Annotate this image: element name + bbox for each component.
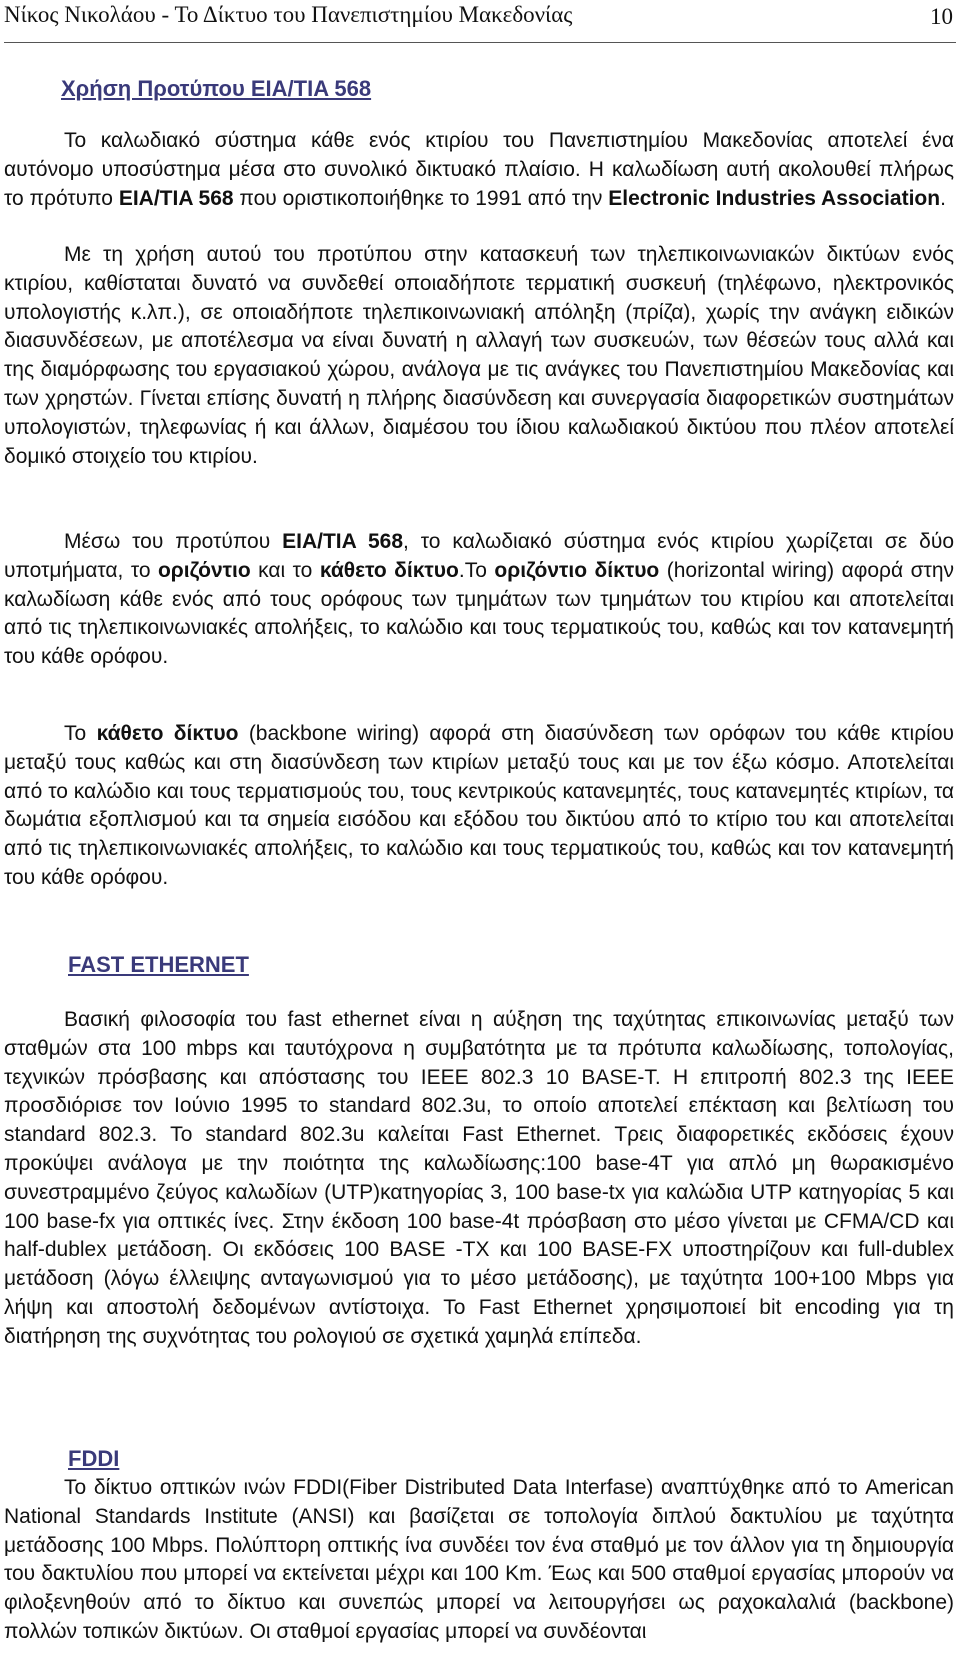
paragraph: Βασική φιλοσοφία του fast ethernet είναι η αύξηση της ταχύτητας επικοινωνίας μεταξύ των σταθμών στα 100 mbps και ταυτόχρονα η συμβατότητα με τα πρότυπα καλωδίωσης, τοπολογίας, τεχνικών πρόσβασης και απόστασης του IEEE 802.3 10 BASE-T. Η επιτροπή 802.3 της IEEE προσδιόρισε τον Ιούνιο 1995 το standard 802.3u, το οποίο αποτελεί επέκταση και βελτίωση του standard 802.3. Το standard 802.3u καλείται Fast Ethernet. Τρεις διαφορετικές εκδόσεις έχουν προκύψει ανάλογα με την ποιότητα της καλωδίωσης:100 base-4T για απλό μη θωρακισμένο συνεστραμμένο ζεύγος καλωδίων (UTP)κατηγορίας 3, 100 base-tx για καλώδια UTP κατηγορίας 5 και 100 base-fx για οπτικές ίνες. Στην έκδοση 100 base-4t πρόσβαση στο μέσο γίνεται με CFMA/CD και half-dublex μετάδοση. Οι εκδόσεις 100 BASE -TX και 100 BASE-FX υποστηρίζουν και full-dublex μετάδοση (λόγω έλλειψης ανταγωνισμού για το μέσο μετάδοσης), με ταχύτητα 100+100 Mbps για λήψη και αποστολή δεδομένων αντίστοιχα. Το Fast Ethernet χρησιμοποιεί bit encoding για τη διατήρηση της συχνότητας του ρολογιού σε σχετικά χαμηλά επίπεδα.	[4, 1008, 954, 1348]
paragraph: Το δίκτυο οπτικών ινών FDDI(Fiber Distributed Data Interfase) αναπτύχθηκε από το American National Standards Institute (ANSI) και βασίζεται σε τοπολογία διπλού δακτυλίου με ταχύτητα μετάδοσης 100 Mbps. Πολύπτορη οπτικής ίνα συνδέει τον ένα σταθμό με τον άλλον για τη δημιουργία του δακτυλίου που μπορεί να εκτείνεται μέχρι και 100 Km. Έως και 500 σταθμοί εργασίας μπορούν να φιλοξενηθούν από το δίκτυο και συνεπώς μπορεί να λειτουργήσει ως ραχοκαλαλιά (backbone) πολλών τοπικών δικτύων. Οι σταθμοί εργασίας μπορεί να συνδέονται	[4, 1476, 954, 1643]
paragraph: Το κάθετο δίκτυο (backbone wiring) αφορά στη διασύνδεση των ορόφων του κάθε κτιρίου μεταξύ τους καθώς και στη διασύνδεση των κτιρίων μεταξύ τους και με τον έξω κόσμο. Αποτελείται από το καλώδιο και τους τερματισμούς του, τους κεντρικούς κατανεμητές, τους κατανεμητές κτιρίων, τα δωμάτια εξοπλισμού και τα σημεία εισόδου και εξόδου του δικτύου από το κτίριο του και αποτελείται από τις τηλεπικοινωνιακές απολήξεις, το καλώδιο και τους τερματικούς του, καθώς και τον κατανεμητή του κάθε ορόφου.	[4, 722, 954, 889]
page-number: 10	[930, 4, 953, 29]
section-heading-eia-tia: Χρήση Προτύπου EIA/TIA 568	[61, 76, 372, 101]
paragraph: Το καλωδιακό σύστημα κάθε ενός κτιρίου του Πανεπιστημίου Μακεδονίας αποτελεί ένα αυτόνομο υποσύστημα μέσα στο συνολικό δικτυακό πλαίσιο. Η καλωδίωση αυτή ακολουθεί πλήρως το πρότυπο EIA/TIA 568 που οριστικοποιήθηκε το 1991 από την Electronic Industries Association.	[4, 129, 954, 210]
section-heading-fddi: FDDI	[68, 1446, 120, 1471]
paragraph: Μέσω του προτύπου EIA/TIA 568, το καλωδιακό σύστημα ενός κτιρίου χωρίζεται σε δύο υποτμήματα, το οριζόντιο και το κάθετο δίκτυο.Το οριζόντιο δίκτυο (horizontal wiring) αφορά στην καλωδίωση κάθε ενός από τους ορόφους των τμημάτων των τμημάτων του κτιρίου και αποτελείται από τις τηλεπικοινωνιακές απολήξεις, το καλώδιο και τους τερματικούς του, καθώς και τον κατανεμητή του κάθε ορόφου.	[4, 530, 955, 669]
section-heading-fast-ethernet: FAST ETHERNET	[68, 952, 249, 977]
paragraph: Με τη χρήση αυτού του προτύπου στην κατασκευή των τηλεπικοινωνιακών δικτύων ενός κτιρίου, καθίσταται δυνατό να συνδεθεί οποιαδήποτε τερματική συσκευή (τηλέφωνο, ηλεκτρονικός υπολογιστής κ.λπ.), σε οποιαδήποτε τηλεπικοινωνιακή απόληξη (πρίζα), χωρίς την ανάγκη ειδικών διασυνδέσεων, με αποτέλεσμα να είναι δυνατή η αλλαγή των συσκευών, των θέσεών τους αλλά και της διαμόρφωσης του εργασιακού χώρου, ανάλογα με τις ανάγκες του Πανεπιστημίου Μακεδονίας και των χρηστών. Γίνεται επίσης δυνατή η πλήρης διασύνδεση και συνεργασία διαφορετικών συστημάτων υπολογιστών, τηλεφωνίας ή και άλλων, διαμέσου του ίδιου καλωδιακού δικτύου που πλέον αποτελεί δομικό στοιχείο του κτιρίου.	[4, 243, 954, 468]
page-header	[4, 0, 956, 43]
header-title: Νίκος Νικολάου - Το Δίκτυο του Πανεπιστημίου Μακεδονίας	[4, 2, 573, 27]
